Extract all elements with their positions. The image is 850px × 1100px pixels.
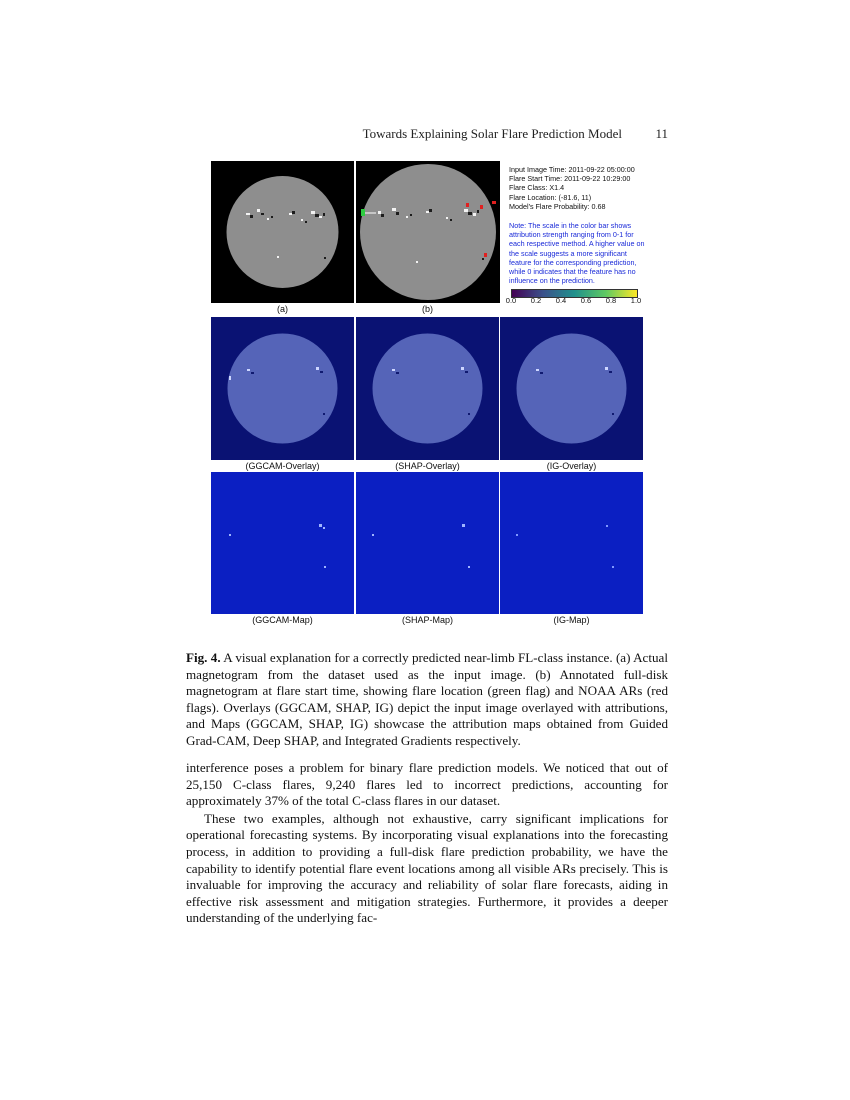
annotated-magnetogram-image <box>356 161 500 303</box>
caption-label: Fig. 4. <box>186 650 221 665</box>
running-title: Towards Explaining Solar Flare Prediction Model <box>362 126 622 141</box>
panel-a-magnetogram <box>211 161 354 303</box>
panel-ggcam-overlay <box>211 317 354 460</box>
shap-overlay-image <box>356 317 499 460</box>
label-ggcam-map: (GGCAM-Map) <box>252 615 313 625</box>
label-shap-overlay: (SHAP-Overlay) <box>395 461 460 471</box>
ig-overlay-image <box>500 317 643 460</box>
input-image-time: Input Image Time: 2011-09-22 05:00:00 <box>509 165 635 174</box>
caption-text: A visual explanation for a correctly predicted near-limb FL-class instance. (a) Actual magnetogram from the dataset used as the input image. (b) Annotated full-disk magnetogram at flare start time, showing flare location (green flag) and NOAA ARs (red flags). Overlays (GGCAM, SHAP, IG) depict the input image overlayed with attributions, and Maps (GGCAM, SHAP, IG) showcase the attribution maps obtained from Guided Grad-CAM, Deep SHAP, and Integrated Gradients respectively. <box>186 650 668 748</box>
panel-shap-overlay <box>356 317 499 460</box>
flare-probability: Model's Flare Probability: 0.68 <box>509 201 606 211</box>
flare-location: Flare Location: (-81.6, 11) <box>509 192 592 202</box>
label-ggcam-overlay: (GGCAM-Overlay) <box>245 461 320 471</box>
paragraph: interference poses a problem for binary flare prediction models. We noticed that out of 25,150 C-class flares, 9,240 flares led to incorrect predictions, accounting for approximately 37% of the total C-class flares in our dataset. <box>186 760 668 809</box>
colorbar-tick: 0.0 <box>505 296 517 305</box>
colorbar-note: Note: The scale in the color bar shows attribution strength ranging from 0-1 for each respective method. A higher value on the scale suggests a more significant feature for the corresponding prediction, while 0 indicates that the feature has no influence on the prediction. <box>509 221 645 286</box>
panel-ig-map <box>500 472 643 614</box>
shap-map-image <box>356 472 499 614</box>
figure-caption <box>186 650 668 750</box>
flare-start-time: Flare Start Time: 2011-09-22 10:29:00 <box>509 174 631 184</box>
panel-ig-overlay <box>500 317 643 460</box>
panel-shap-map <box>356 472 499 614</box>
flare-class: Flare Class: X1.4 <box>509 183 565 193</box>
panel-b-annotated-magnetogram <box>356 161 500 303</box>
flare-info-box <box>509 165 649 285</box>
page-number: 11 <box>655 126 668 141</box>
paragraph: These two examples, although not exhaustive, carry significant implications for operational forecasting systems. By incorporating visual explanations into the forecasting process, in addition to providing a full-disk flare prediction probability, we have the capability to identify potential flare event locations among all visible ARs precisely. This is invaluable for improving the accuracy and reliability of solar flare forecasts, aiding in effective risk assessment and mitigation strategies. Furthermore, it provides a deeper understanding of the underlying fac- <box>186 810 668 926</box>
label-b: (b) <box>422 304 433 314</box>
colorbar-tick: 0.4 <box>555 296 567 305</box>
body-text <box>186 760 668 927</box>
ggcam-overlay-image <box>211 317 354 460</box>
panel-ggcam-map <box>211 472 354 614</box>
colorbar-tick: 1.0 <box>630 296 642 305</box>
label-ig-map: (IG-Map) <box>553 615 590 625</box>
colorbar-tick: 0.8 <box>605 296 617 305</box>
label-a: (a) <box>277 304 288 314</box>
colorbar-tick: 0.6 <box>580 296 592 305</box>
colorbar-tick: 0.2 <box>530 296 542 305</box>
label-ig-overlay: (IG-Overlay) <box>546 461 597 471</box>
magnetogram-image <box>211 161 354 303</box>
ggcam-map-image <box>211 472 354 614</box>
label-shap-map: (SHAP-Map) <box>401 615 453 625</box>
ig-map-image <box>500 472 643 614</box>
